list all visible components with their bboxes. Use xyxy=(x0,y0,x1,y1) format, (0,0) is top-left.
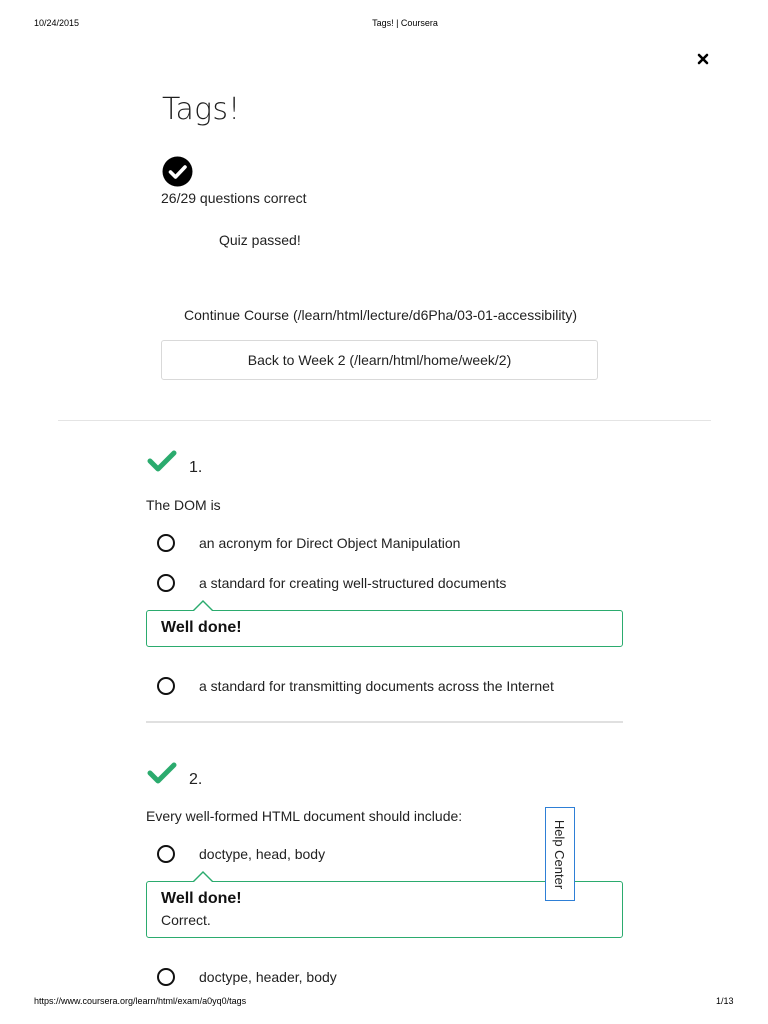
question-divider xyxy=(146,721,623,723)
checkmark-icon xyxy=(147,449,177,473)
print-date: 10/24/2015 xyxy=(34,18,80,28)
option-label[interactable]: doctype, header, body xyxy=(199,969,337,985)
feedback-pointer-fill xyxy=(193,602,213,612)
option-label[interactable]: an acronym for Direct Object Manipulation xyxy=(199,535,461,551)
print-title: Tags! | Coursera xyxy=(372,18,438,28)
help-center-label[interactable]: Help Center xyxy=(552,819,568,889)
question-number: 2. xyxy=(189,771,203,788)
section-divider xyxy=(58,420,711,421)
question-text: The DOM is xyxy=(146,497,221,513)
option-radio[interactable] xyxy=(157,534,175,552)
checkmark-icon xyxy=(147,761,177,785)
option-radio[interactable] xyxy=(157,677,175,695)
score-text: 26/29 questions correct xyxy=(161,190,307,206)
feedback-text: Correct. xyxy=(161,912,211,928)
option-radio[interactable] xyxy=(157,968,175,986)
option-label[interactable]: a standard for creating well-structured documents xyxy=(199,575,507,591)
option-label[interactable]: a standard for transmitting documents across the Internet xyxy=(199,678,554,694)
check-circle-icon xyxy=(162,156,193,187)
option-radio[interactable] xyxy=(157,845,175,863)
option-label[interactable]: doctype, head, body xyxy=(199,846,326,862)
question-number: 1. xyxy=(189,459,203,476)
question-text: Every well-formed HTML document should include: xyxy=(146,808,463,824)
feedback-title: Well done! xyxy=(161,619,242,636)
help-center-tab[interactable] xyxy=(545,807,575,901)
page-title: Tags! xyxy=(162,92,241,127)
option-radio[interactable] xyxy=(157,574,175,592)
feedback-title: Well done! xyxy=(161,890,242,907)
back-to-week-button[interactable]: Back to Week 2 (/learn/html/home/week/2) xyxy=(161,340,598,380)
print-url: https://www.coursera.org/learn/html/exam/a0yq0/tags xyxy=(34,996,247,1006)
close-icon[interactable] xyxy=(694,50,712,68)
quiz-status: Quiz passed! xyxy=(219,232,301,248)
continue-course-link[interactable]: Continue Course (/learn/html/lecture/d6Pha/03-01-accessibility) xyxy=(184,307,577,323)
feedback-pointer-fill xyxy=(193,873,213,883)
feedback-box xyxy=(146,610,623,647)
print-page-number: 1/13 xyxy=(716,996,734,1006)
